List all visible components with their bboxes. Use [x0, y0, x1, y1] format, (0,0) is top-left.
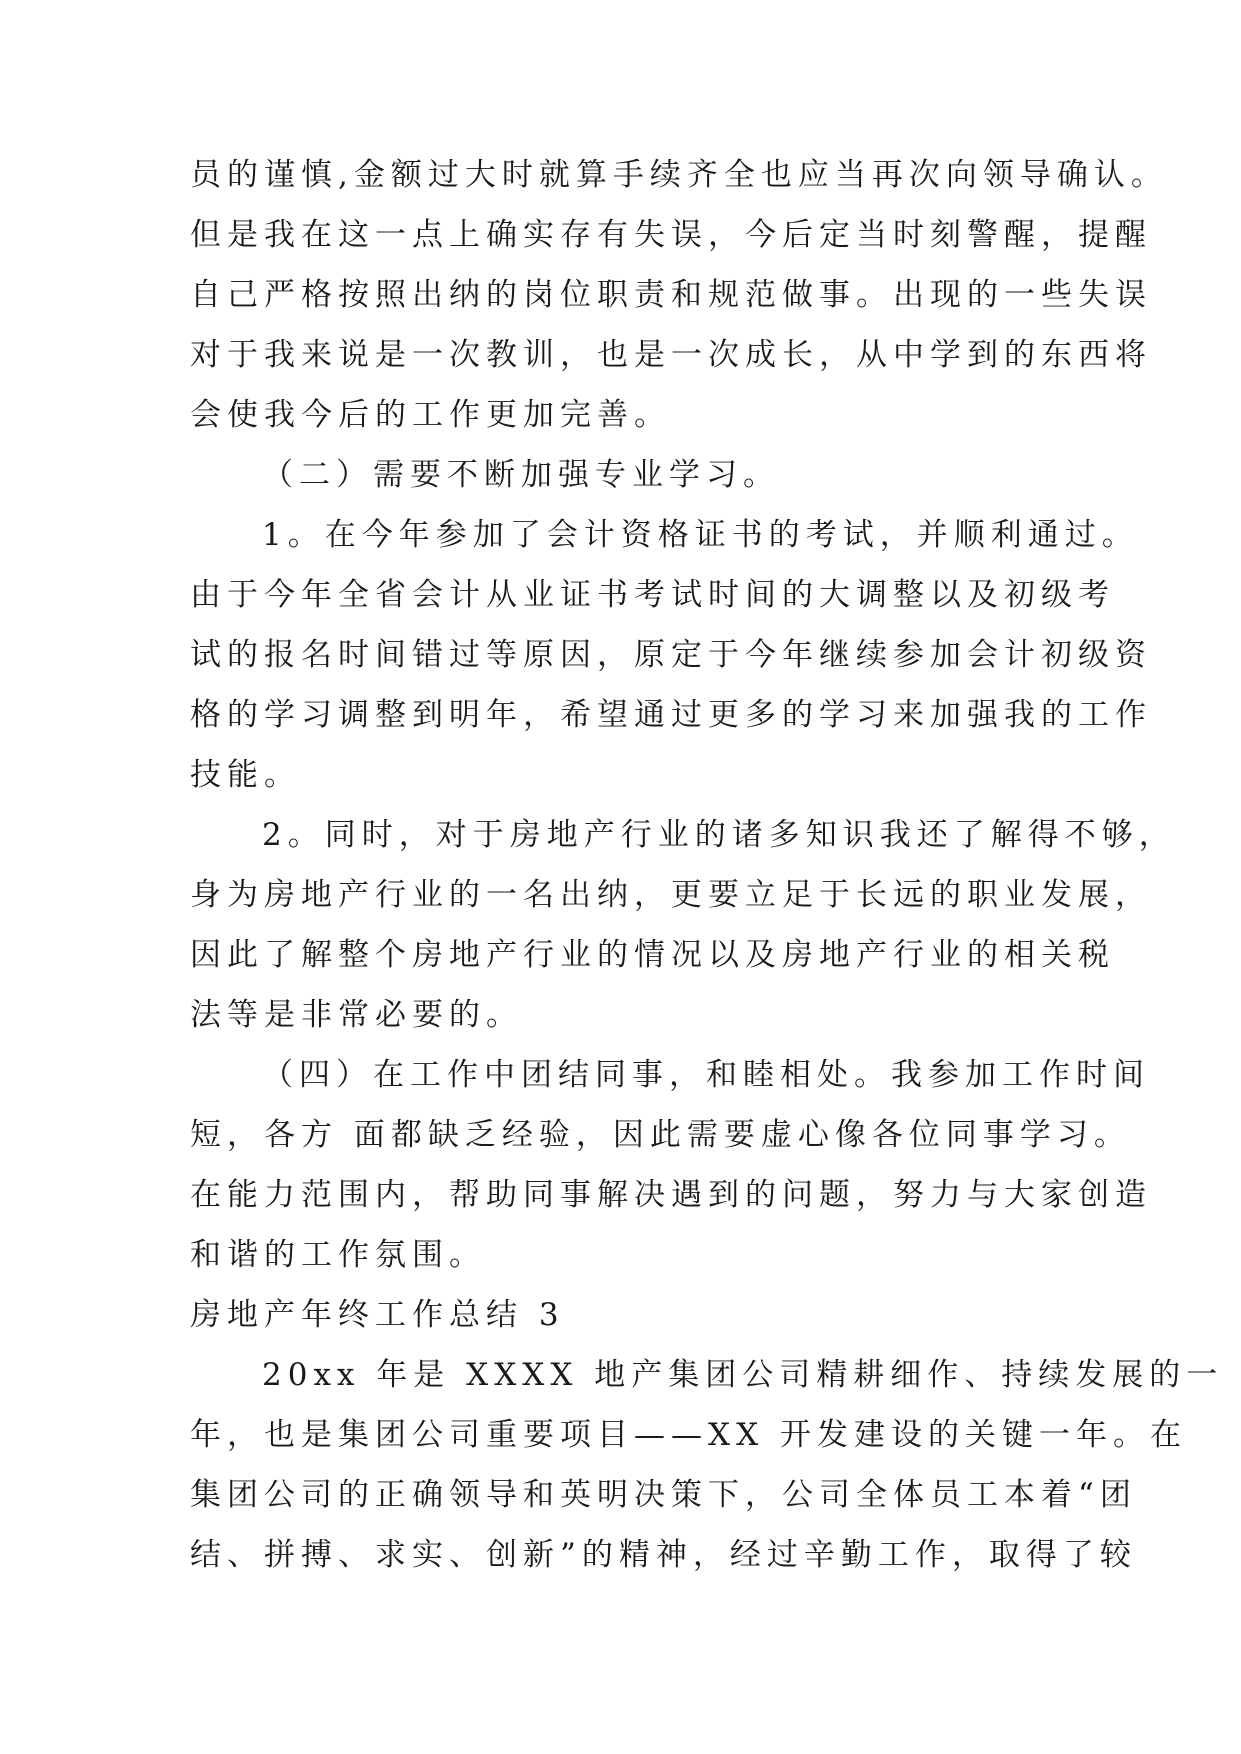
text-line: 技能。: [190, 757, 301, 793]
text-line: 自己严格按照出纳的岗位职责和规范做事。出现的一些失误: [190, 277, 1152, 313]
document-subtitle: 房地产年终工作总结 3: [190, 1297, 565, 1333]
text-line: 年，也是集团公司重要项目——XX 开发建设的关键一年。在: [190, 1417, 1187, 1453]
text-line: 因此了解整个房地产行业的情况以及房地产行业的相关税: [190, 937, 1115, 973]
text-line: 1。在今年参加了会计资格证书的考试，并顺利通过。: [262, 517, 1139, 553]
text-line: 法等是非常必要的。: [190, 997, 523, 1033]
text-line: 2。同时，对于房地产行业的诸多知识我还了解得不够，: [262, 817, 1176, 853]
text-line: 结、拼搏、求实、创新”的精神，经过辛勤工作，取得了较: [190, 1537, 1137, 1573]
text-line: 和谐的工作氛围。: [190, 1237, 486, 1273]
text-line: 试的报名时间错过等原因，原定于今年继续参加会计初级资: [190, 637, 1152, 673]
text-line: 格的学习调整到明年，希望通过更多的学习来加强我的工作: [190, 697, 1152, 733]
text-line: 在能力范围内，帮助同事解决遇到的问题，努力与大家创造: [190, 1177, 1152, 1213]
text-line: 对于我来说是一次教训，也是一次成长，从中学到的东西将: [190, 337, 1152, 373]
text-line: 由于今年全省会计从业证书考试时间的大调整以及初级考: [190, 577, 1115, 613]
text-line: 身为房地产行业的一名出纳，更要立足于长远的职业发展，: [190, 877, 1152, 913]
text-line: 员的谨慎,金额过大时就算手续齐全也应当再次向领导确认。: [190, 157, 1168, 193]
text-line: 会使我今后的工作更加完善。: [190, 397, 671, 433]
section-heading: （四）在工作中团结同事，和睦相处。我参加工作时间: [262, 1057, 1150, 1093]
text-line: 集团公司的正确领导和英明决策下，公司全体员工本着“团: [190, 1477, 1137, 1513]
text-line: 20xx 年是 XXXX 地产集团公司精耕细作、持续发展的一: [262, 1357, 1224, 1393]
section-heading: （二）需要不断加强专业学习。: [262, 457, 780, 493]
text-line: 但是我在这一点上确实存有失误，今后定当时刻警醒，提醒: [190, 217, 1152, 253]
text-line: 短，各方 面都缺乏经验，因此需要虚心像各位同事学习。: [190, 1117, 1131, 1153]
